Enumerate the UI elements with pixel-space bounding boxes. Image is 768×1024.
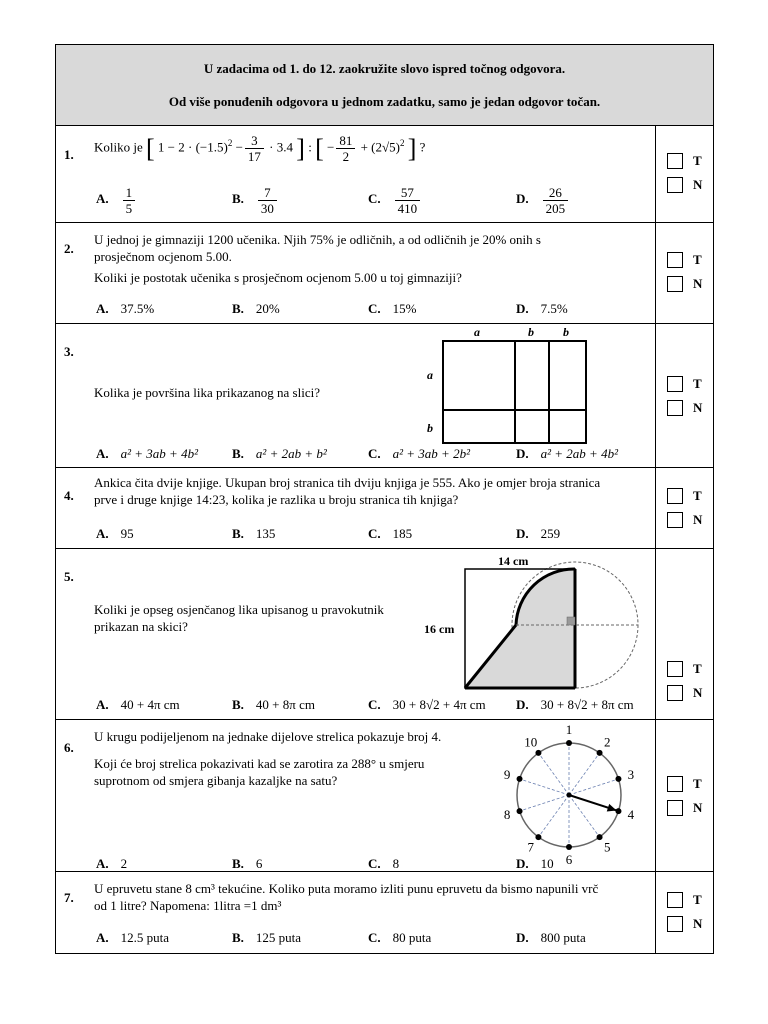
clock-figure: [494, 720, 644, 870]
answer-column: [655, 720, 656, 871]
false-checkbox[interactable]: [667, 800, 683, 816]
question-1-expression: Koliko je [ $1 - 2 \cdot (-1.5)^2$ − $\frac{3}{17}$ · 3.4 ] : [ − $\frac{81}{2}$ + $(2√5)^2$ ] ?: [94, 133, 426, 164]
option-b[interactable]: B. 6: [232, 856, 263, 871]
clock-dot: [517, 808, 523, 814]
question-number: 3.: [64, 344, 74, 359]
question-1: [56, 125, 713, 223]
perimeter-figure: [418, 553, 648, 703]
false-label: N: [693, 512, 703, 527]
expr-fraction-2: $\frac{81}{2}$: [336, 133, 355, 164]
clock-spoke: [520, 779, 569, 795]
area-figure: [416, 324, 616, 454]
clock-number: 7: [527, 839, 535, 855]
true-checkbox[interactable]: [667, 376, 683, 392]
false-label: N: [693, 916, 703, 931]
option-c[interactable]: C. 8: [368, 856, 400, 871]
false-checkbox[interactable]: [667, 400, 683, 416]
option-b[interactable]: B. 125 puta: [232, 930, 302, 945]
question-number: 5.: [64, 569, 74, 584]
question-text: U krugu podijeljenom na jednake dijelove strelica pokazuje broj 4. Koji će broj strelica pokazivati kad se zarotira za 288° u smjeru suprotnom od smjera gibanja kazaljke na satu?: [94, 729, 442, 788]
question-2: [56, 223, 713, 324]
clock-number: 4: [627, 807, 635, 823]
expr-part-c: + (2√5): [360, 139, 400, 155]
clock-number: 3: [627, 766, 635, 782]
option-a[interactable]: A. 2: [96, 856, 128, 871]
answer-column: [655, 549, 656, 719]
clock-dot: [615, 808, 621, 814]
clock-spoke: [520, 795, 569, 811]
clock-center: [567, 793, 572, 798]
true-label: T: [693, 776, 702, 791]
label-width: 14 cm: [498, 554, 529, 568]
false-label: N: [693, 800, 703, 815]
question-number: 4.: [64, 488, 74, 503]
question-7: [56, 872, 713, 953]
option-a[interactable]: A. 37.5%: [96, 301, 155, 316]
expr-part-a: 1 − 2 · (−1.5): [157, 139, 228, 155]
answer-column: [655, 324, 656, 467]
clock-number: 1: [565, 722, 573, 737]
clock-number: 10: [524, 734, 538, 750]
option-a[interactable]: A. $\frac{1}{5}$: [96, 185, 137, 216]
option-b[interactable]: B. 20%: [232, 301, 280, 316]
question-number: 6.: [64, 740, 74, 755]
true-checkbox[interactable]: [667, 488, 683, 504]
clock-number: 5: [603, 839, 611, 855]
false-checkbox[interactable]: [667, 512, 683, 528]
true-checkbox[interactable]: [667, 892, 683, 908]
question-text: Ankica čita dvije knjige. Ukupan broj stranica tih dviju knjiga je 555. Ako je omjer broja stranica prve i druge knjige 14:23, kolika je razlika u broju stranica tih knjiga?: [94, 475, 601, 507]
option-a[interactable]: A. 40 + 4π cm: [96, 697, 180, 712]
clock-spoke: [569, 795, 600, 837]
false-checkbox[interactable]: [667, 685, 683, 701]
clock-spoke: [569, 779, 618, 795]
false-label: N: [693, 400, 703, 415]
answer-column: [655, 125, 656, 222]
option-b[interactable]: B. $\frac{7}{30}$: [232, 185, 279, 216]
clock-number: 9: [503, 766, 511, 782]
option-b[interactable]: B. a² + 2ab + b²: [232, 446, 327, 461]
clock-number: 6: [565, 852, 573, 867]
clock-pointer-head: [607, 804, 617, 812]
expr-exp-c: 2: [399, 138, 405, 149]
option-c[interactable]: C. 15%: [368, 301, 417, 316]
label-a-top: a: [474, 325, 480, 339]
option-c[interactable]: C. a² + 3ab + 2b²: [368, 446, 470, 461]
answer-column: [655, 872, 656, 953]
question-prefix: Koliko je: [94, 139, 143, 155]
false-checkbox[interactable]: [667, 916, 683, 932]
instruction-line-1: U zadacima od 1. do 12. zaokružite slovo ispred točnog odgovora.: [203, 61, 566, 76]
clock-spoke: [569, 753, 600, 795]
option-d[interactable]: D. 800 puta: [516, 930, 586, 945]
question-text: Kolika je površina lika prikazanog na slici?: [94, 385, 320, 400]
option-b[interactable]: B. 135: [232, 526, 276, 541]
expr-part-b: · 3.4: [269, 139, 294, 155]
true-checkbox[interactable]: [667, 661, 683, 677]
true-label: T: [693, 252, 702, 267]
option-c[interactable]: C. 30 + 8√2 + 4π cm: [368, 697, 486, 712]
true-label: T: [693, 376, 702, 391]
instruction-line-2: Od više ponuđenih odgovora u jednom zadatku, samo je jedan odgovor točan.: [168, 94, 601, 109]
answer-column: [655, 468, 656, 548]
clock-dot: [566, 844, 572, 850]
question-text: Koliki je opseg osjenčanog lika upisanog u pravokutnik prikazan na skici?: [94, 602, 384, 634]
true-checkbox[interactable]: [667, 153, 683, 169]
clock-number: 8: [503, 807, 511, 823]
question-3: [56, 324, 713, 468]
clock-spoke: [538, 753, 569, 795]
clock-spoke: [538, 795, 569, 837]
true-checkbox[interactable]: [667, 252, 683, 268]
false-label: N: [693, 685, 703, 700]
label-a-left: a: [427, 368, 433, 382]
expr-fraction-1: $\frac{3}{17}$: [245, 133, 264, 164]
false-checkbox[interactable]: [667, 177, 683, 193]
clock-number: 2: [603, 734, 611, 750]
option-d[interactable]: D. $\frac{26}{205}$: [516, 185, 570, 216]
false-label: N: [693, 276, 703, 291]
option-b[interactable]: B. 40 + 8π cm: [232, 697, 315, 712]
true-checkbox[interactable]: [667, 776, 683, 792]
option-c[interactable]: C. 185: [368, 526, 413, 541]
question-number: 7.: [64, 890, 74, 905]
question-5: [56, 549, 713, 720]
option-a[interactable]: A. 95: [96, 526, 134, 541]
true-label: T: [693, 153, 702, 168]
clock-dot: [615, 776, 621, 782]
option-d[interactable]: D. 30 + 8√2 + 8π cm: [516, 697, 634, 712]
clock-dot: [535, 750, 541, 756]
question-number: 1.: [64, 147, 74, 162]
false-checkbox[interactable]: [667, 276, 683, 292]
option-d[interactable]: D. 10: [516, 856, 554, 871]
false-label: N: [693, 177, 703, 192]
label-b-top-1: b: [528, 325, 534, 339]
option-a[interactable]: A. a² + 3ab + 4b²: [96, 446, 198, 461]
option-c[interactable]: C. 80 puta: [368, 930, 432, 945]
question-6: [56, 720, 713, 872]
answer-column: [655, 223, 656, 323]
label-height: 16 cm: [424, 622, 455, 636]
option-c[interactable]: C. $\frac{57}{410}$: [368, 185, 422, 216]
true-label: T: [693, 661, 702, 676]
instructions-header: [56, 45, 713, 126]
option-a[interactable]: A. 12.5 puta: [96, 930, 170, 945]
question-text: U epruvetu stane 8 cm³ tekućine. Koliko puta moramo izliti punu epruvetu da bismo napunili vrč od 1 litre? Napomena: 1litra =1 dm³: [94, 881, 599, 913]
true-label: T: [693, 488, 702, 503]
clock-dot: [535, 834, 541, 840]
option-d[interactable]: D. a² + 2ab + 4b²: [516, 446, 618, 461]
label-b-top-2: b: [563, 325, 569, 339]
option-d[interactable]: D. 7.5%: [516, 301, 568, 316]
expr-exp-a: 2: [227, 138, 233, 149]
true-label: T: [693, 892, 702, 907]
question-number: 2.: [64, 241, 74, 256]
label-b-left: b: [427, 421, 433, 435]
clock-dot: [597, 834, 603, 840]
question-4: [56, 468, 713, 549]
clock-dot: [517, 776, 523, 782]
clock-dot: [597, 750, 603, 756]
option-d[interactable]: D. 259: [516, 526, 561, 541]
exam-sheet: [55, 44, 714, 954]
question-text: U jednoj je gimnaziji 1200 učenika. Njih 75% je odličnih, a od odličnih je 20% onih s prosječnom ocjenom 5.00. Koliki je postotak učenika s prosječnom ocjenom 5.00 u toj gimnaziji?: [94, 232, 541, 285]
expr-end: ?: [419, 139, 426, 155]
expr-divide: :: [308, 139, 312, 155]
clock-dot: [566, 740, 572, 746]
